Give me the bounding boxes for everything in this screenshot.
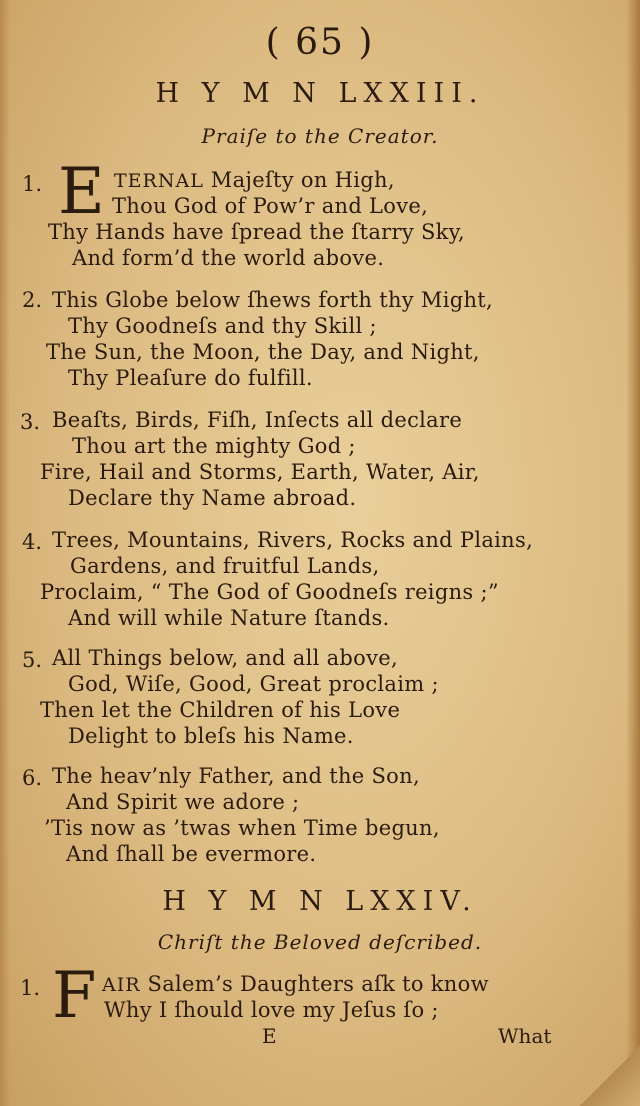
- verse-number: 4.: [22, 530, 43, 554]
- verse-line: And will while Nature ſtands.: [68, 606, 390, 630]
- verse-number: 2.: [22, 288, 43, 312]
- verse-number: 6.: [22, 766, 43, 790]
- verse-line-rest: Majeſty on High,: [203, 168, 395, 192]
- verse-number: 3.: [20, 410, 41, 434]
- verse-line: God, Wiſe, Good, Great proclaim ;: [68, 672, 439, 696]
- verse-line: All Things below, and all above,: [52, 646, 398, 670]
- verse-line: [102, 972, 489, 996]
- hymn-title: H Y M N LXXIV.: [162, 886, 478, 917]
- verse-line: Why I ſhould love my Jeſus ſo ;: [104, 998, 439, 1022]
- hymn-subtitle: Chriſt the Beloved deſcribed.: [157, 930, 483, 954]
- verse-line: Proclaim, “ The God of Goodneſs reigns ;”: [40, 580, 499, 604]
- verse-line: Then let the Children of his Love: [40, 698, 401, 722]
- drop-cap: F: [52, 959, 97, 1033]
- verse-line-rest: Salem’s Daughters aſk to know: [140, 972, 489, 996]
- verse-line: Declare thy Name abroad.: [68, 486, 357, 510]
- verse-line: The Sun, the Moon, the Day, and Night,: [46, 340, 480, 364]
- hymn-subtitle: Praiſe to the Creator.: [201, 124, 439, 148]
- verse-line: Beaſts, Birds, Fiſh, Inſects all declare: [52, 408, 463, 432]
- hymn-title: H Y M N LXXIII.: [155, 78, 485, 109]
- verse-line: And form’d the world above.: [72, 246, 385, 270]
- verse-number: 1.: [22, 172, 43, 196]
- page-corner-fold: [580, 1046, 640, 1106]
- catchword: What: [498, 1024, 552, 1048]
- verse-line: And Spirit we adore ;: [66, 790, 300, 814]
- verse-line: Delight to bleſs his Name.: [68, 724, 354, 748]
- verse-number: 1.: [20, 976, 41, 1000]
- verse-line: Fire, Hail and Storms, Earth, Water, Air,: [40, 460, 480, 484]
- verse-line: Thy Goodneſs and thy Skill ;: [68, 314, 377, 338]
- verse-line: Thou art the mighty God ;: [72, 434, 356, 458]
- verse-line: And ſhall be evermore.: [66, 842, 317, 866]
- small-caps-word: TERNAL: [114, 170, 204, 192]
- drop-cap: E: [58, 155, 105, 229]
- verse-line: [114, 168, 395, 192]
- verse-number: 5.: [22, 648, 43, 672]
- verse-line: Thou God of Pow’r and Love,: [112, 194, 429, 218]
- verse-line: This Globe below ſhews forth thy Might,: [52, 288, 494, 312]
- verse-line: Thy Pleaſure do fulfill.: [68, 366, 313, 390]
- signature-mark: E: [262, 1024, 277, 1048]
- verse-line: The heav’nly Father, and the Son,: [52, 764, 420, 788]
- page-number: ( 65 ): [265, 22, 375, 63]
- verse-line: Gardens, and fruitful Lands,: [70, 554, 380, 578]
- small-caps-word: AIR: [102, 974, 141, 996]
- verse-line: ’Tis now as ’twas when Time begun,: [44, 816, 440, 840]
- verse-line: Trees, Mountains, Rivers, Rocks and Plains,: [52, 528, 534, 552]
- verse-line: Thy Hands have ſpread the ſtarry Sky,: [48, 220, 466, 244]
